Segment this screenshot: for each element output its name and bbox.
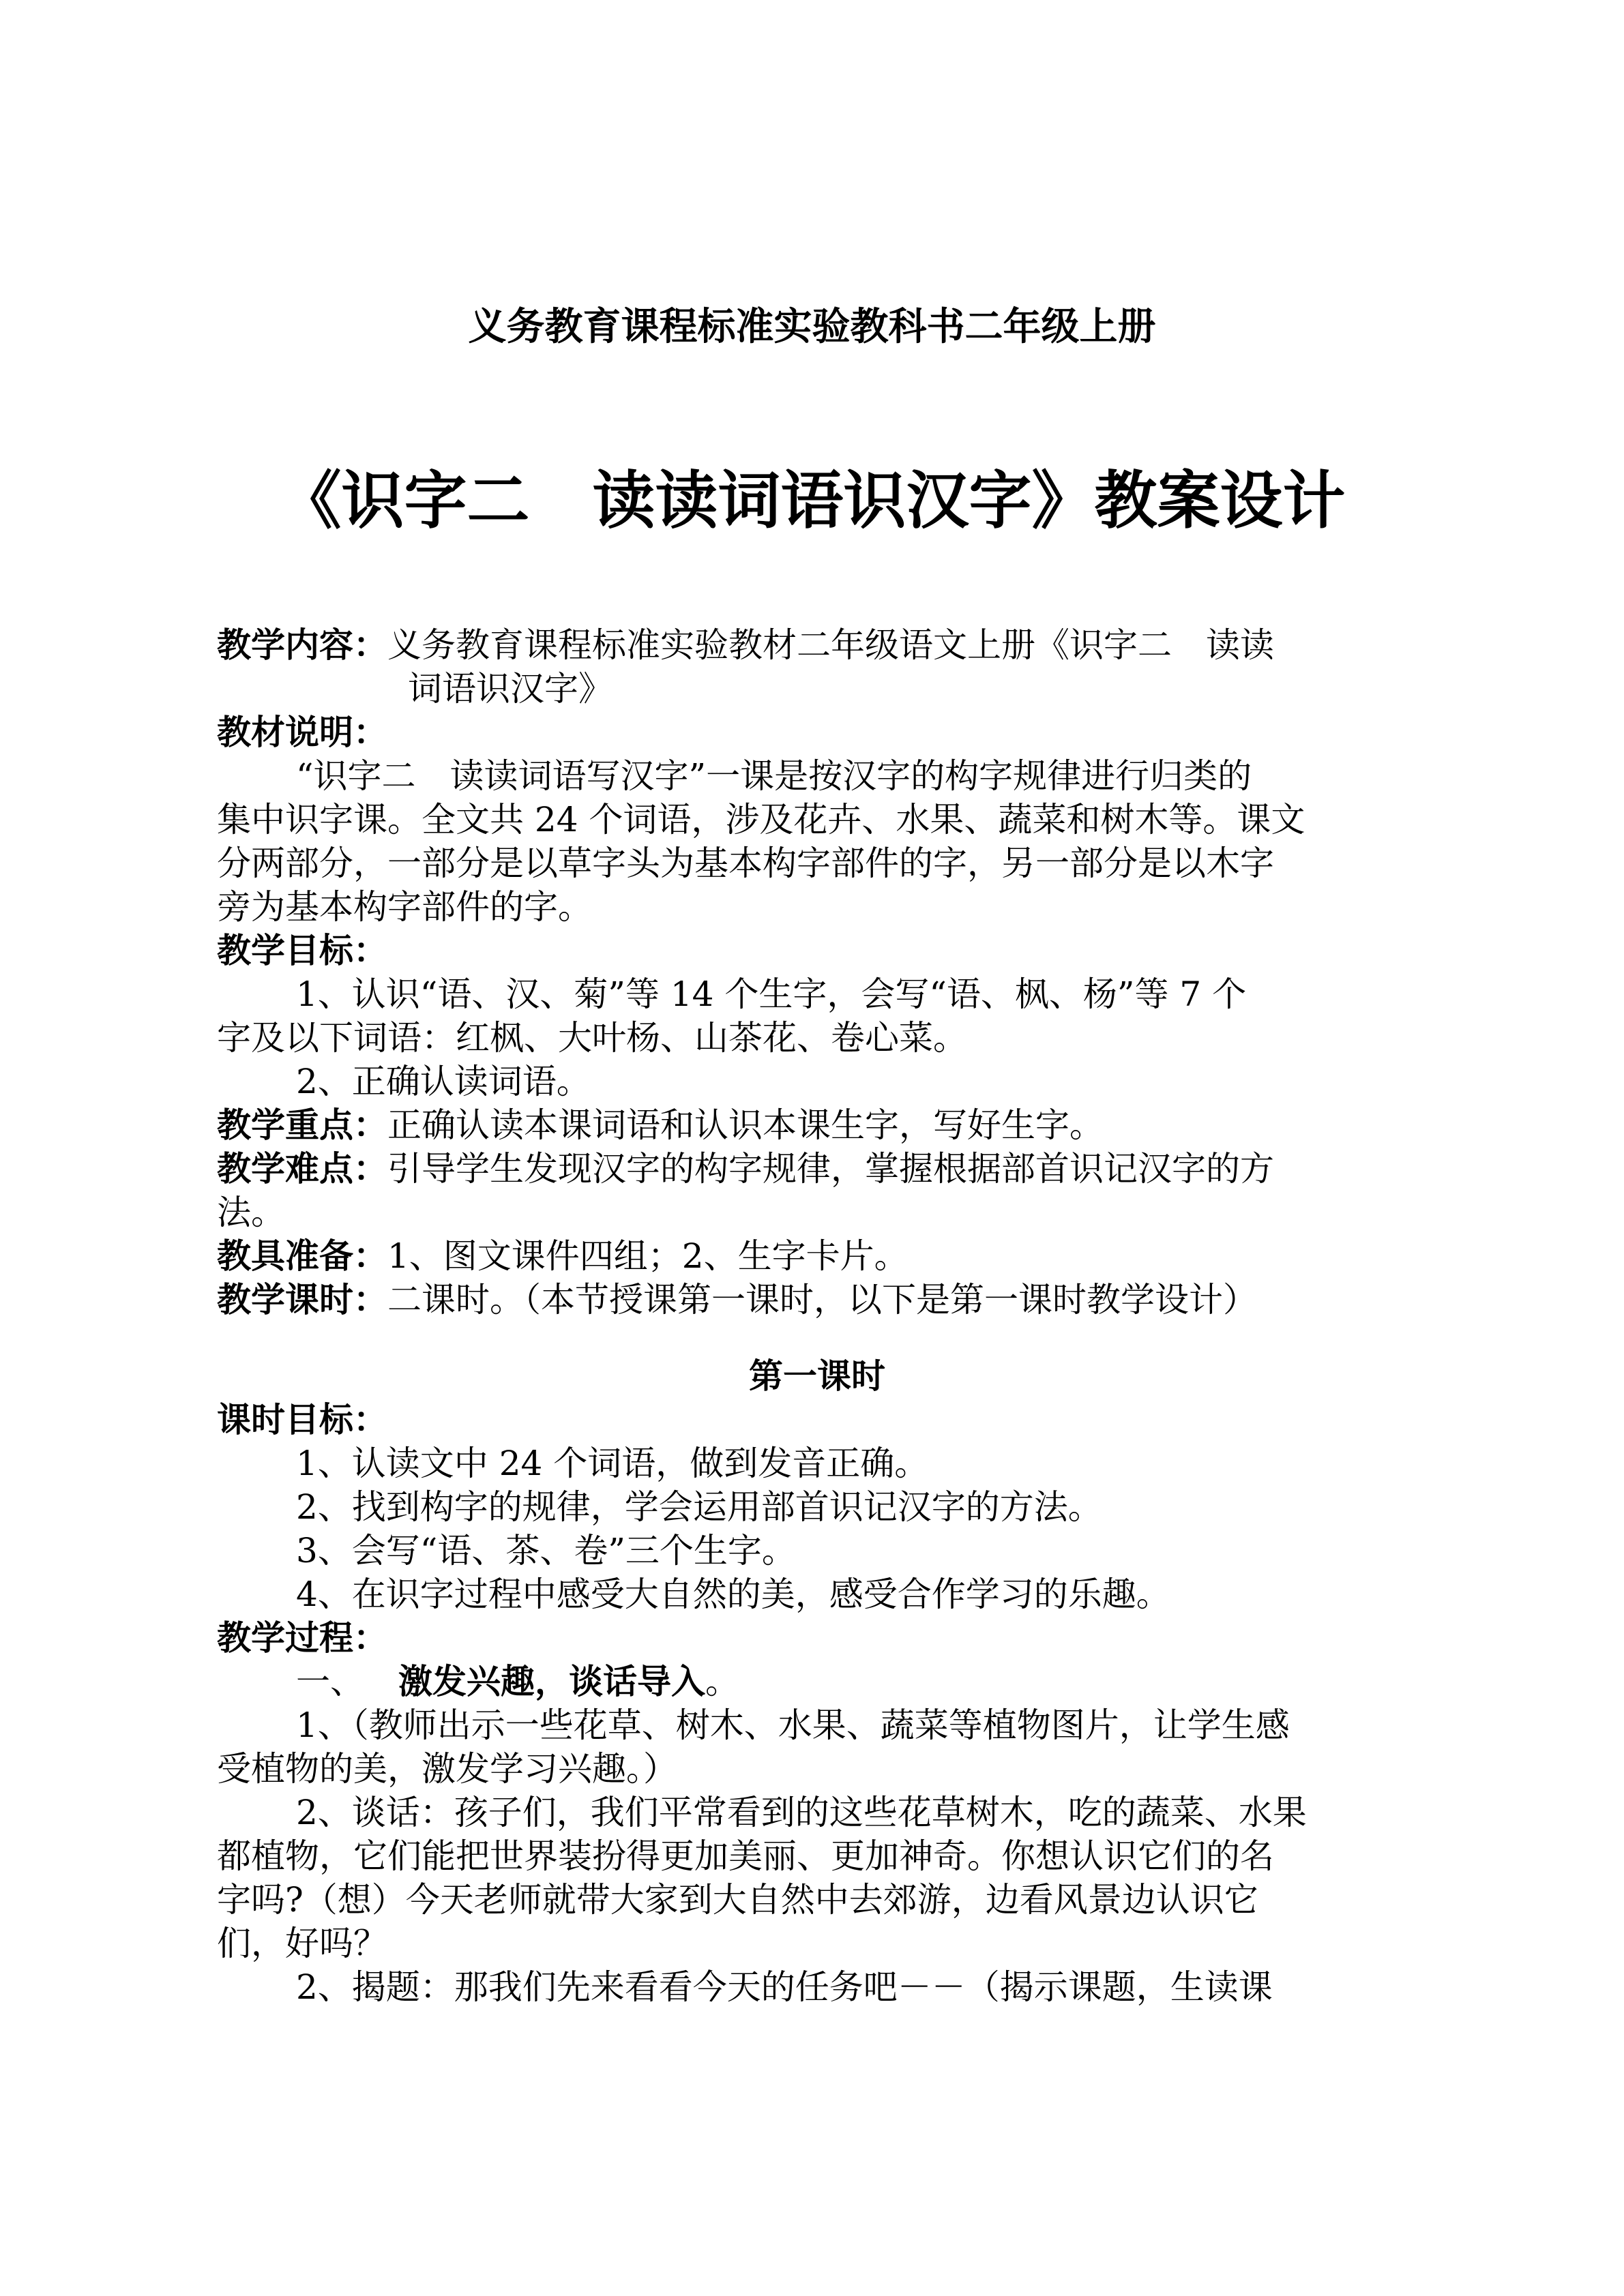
hours-label: 教学课时： (217, 1280, 387, 1320)
process-line: 2、揭题：那我们先来看看今天的任务吧－－（揭示课题，生读课 (296, 1967, 1273, 2007)
hours-row (217, 1278, 1417, 1322)
material-line: 分两部分，一部分是以草字头为基本构字部件的字，另一部分是以木字 (217, 844, 1274, 883)
content-row (217, 623, 1417, 667)
process-line: 2、谈话：孩子们，我们平常看到的这些花草树木，吃的蔬菜、水果 (296, 1793, 1307, 1832)
step1-number: 一、 (296, 1662, 364, 1701)
material-line: “识字二 读读词语写汉字”一课是按汉字的构字规律进行归类的 (296, 756, 1252, 796)
material-line: 旁为基本构字部件的字。 (217, 887, 592, 927)
process-line: 字吗?（想）今天老师就带大家到大自然中去郊游，边看风景边认识它 (217, 1880, 1258, 1920)
lesson-goal: 1、认读文中 24 个词语，做到发音正确。 (296, 1444, 929, 1483)
series-title: 义务教育课程标准实验教科书二年级上册 (468, 305, 1156, 349)
hours-text: 二课时。（本节授课第一课时，以下是第一课时教学设计） (387, 1280, 1257, 1320)
content-label: 教学内容： (217, 625, 387, 665)
step1-title: 激发兴趣，谈话导入 (398, 1662, 705, 1701)
lesson-heading: 第一课时 (749, 1356, 885, 1396)
process-line: 受植物的美，激发学习兴趣。） (217, 1749, 677, 1789)
step1-end: 。 (705, 1662, 739, 1701)
tools-label: 教具准备： (217, 1236, 387, 1276)
process-line: 1、（教师出示一些花草、树木、水果、蔬菜等植物图片，让学生感 (296, 1705, 1290, 1745)
lesson-goals-label: 课时目标： (217, 1400, 387, 1440)
lesson-goal: 2、找到构字的规律，学会运用部首识记汉字的方法。 (296, 1487, 1102, 1527)
material-label: 教材说明： (217, 713, 387, 752)
goals-label: 教学目标： (217, 931, 387, 970)
material-line: 集中识字课。全文共 24 个词语，涉及花卉、水果、蔬菜和树木等。课文 (217, 800, 1305, 839)
key-points-row (217, 1103, 1417, 1147)
process-line: 都植物，它们能把世界装扮得更加美丽、更加神奇。你想认识它们的名 (217, 1836, 1274, 1876)
main-title: 《识字二 读读词语识汉字》教案设计 (278, 464, 1346, 537)
content-text: 义务教育课程标准实验教材二年级语文上册《识字二 读读 (387, 625, 1274, 665)
spacer (217, 1322, 1417, 1354)
difficulties-row (217, 1147, 1417, 1191)
difficulties-label: 教学难点： (217, 1149, 387, 1189)
key-points-label: 教学重点： (217, 1105, 387, 1145)
process-label: 教学过程： (217, 1618, 387, 1658)
step1-heading (217, 1660, 1417, 1703)
goal-line: 字及以下词语：红枫、大叶杨、山茶花、卷心菜。 (217, 1018, 967, 1058)
tools-text: 1、图文课件四组；2、生字卡片。 (387, 1236, 909, 1276)
lesson-goal: 4、在识字过程中感受大自然的美，感受合作学习的乐趣。 (296, 1575, 1170, 1614)
process-line: 们，好吗？ (217, 1924, 387, 1963)
tools-row (217, 1234, 1417, 1278)
document-body (217, 623, 1417, 2009)
content-text-cont: 词语识汉字》 (408, 669, 612, 709)
difficulties-text-cont: 法。 (217, 1193, 285, 1232)
difficulties-text: 引导学生发现汉字的构字规律，掌握根据部首识记汉字的方 (387, 1149, 1274, 1189)
goal-line: 1、认识“语、汉、菊”等 14 个生字，会写“语、枫、杨”等 7 个 (296, 974, 1247, 1014)
key-points-text: 正确认读本课词语和认识本课生字，写好生字。 (387, 1105, 1104, 1145)
lesson-goal: 3、会写“语、茶、卷”三个生字。 (296, 1531, 796, 1570)
goal-line: 2、正确认读词语。 (296, 1062, 591, 1101)
